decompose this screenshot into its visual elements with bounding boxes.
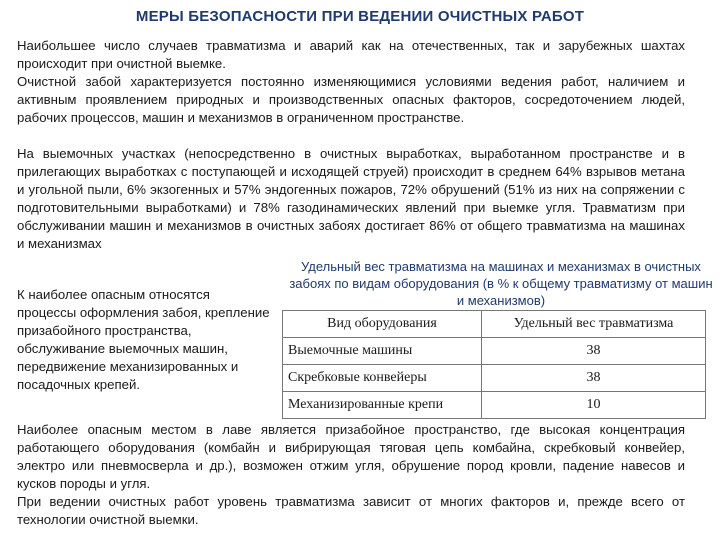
intro-paragraph-2: Очистной забой характеризуется постоянно изменяющимися условиями ведения работ, наличием и активным проявлением природных и производственных опасных факторов, сосредоточением людей, рабочих процессов, машин и механизмов в ограниченном пространстве. [17, 74, 685, 125]
share-cell: 10 [482, 392, 706, 419]
dangerous-processes-text: К наиболее опасным относятся процессы оформления забоя, крепление призабойного пространства, обслуживание выемочных машин, передвижение механизированных и посадочных крепей. [17, 287, 270, 392]
table-row [283, 392, 706, 419]
intro-paragraph-1: Наибольшее число случаев травматизма и аварий как на отечественных, так и зарубежных шахтах происходит при очистной выемке. [17, 38, 685, 71]
column-header-share: Удельный вес травматизма [482, 311, 706, 338]
bottom-paragraph-1: Наиболее опасным местом в лаве является призабойное пространство, где высокая концентрация работающего оборудования (комбайн и вибрирующая тяговая цепь комбайна, скребковый конвейер, электро или пневмосверла и др.), возможен отжим угля, обрушение пород кровли, падение навесов и кусков породы и угля. [17, 422, 685, 491]
equipment-cell: Скребковые конвейеры [283, 365, 482, 392]
share-cell: 38 [482, 338, 706, 365]
page-title: МЕРЫ БЕЗОПАСНОСТИ ПРИ ВЕДЕНИИ ОЧИСТНЫХ РАБОТ [135, 8, 585, 25]
table-row [283, 365, 706, 392]
share-cell: 38 [482, 365, 706, 392]
bottom-paragraph-2: При ведении очистных работ уровень травматизма зависит от многих факторов и, прежде всего от технологии очистной выемки. [17, 494, 685, 527]
column-header-equipment: Вид оборудования [283, 311, 482, 338]
injury-table [282, 310, 706, 419]
table-header-row [283, 311, 706, 338]
table-caption: Удельный вес травматизма на машинах и механизмах в очистных забоях по видам оборудования (в % к общему травматизму от машин и механизмов) [289, 259, 713, 308]
equipment-cell: Механизированные крепи [283, 392, 482, 419]
table-row [283, 338, 706, 365]
intro-paragraph-3: На выемочных участках (непосредственно в очистных выработках, выработанном пространстве и в прилегающих выработках с поступающей и исходящей струей) происходит в среднем 64% взрывов метана и угольной пыли, 6% экзогенных и 57% эндогенных пожаров, 72% обрушений (51% из них на сопряжении с подготовительными выработками) и 78% газодинамических явлений при выемке угля. Травматизм при обслуживании машин и механизмов в очистных забоях достигает 86% от общего травматизма на машинах и механизмах [17, 146, 685, 251]
equipment-cell: Выемочные машины [283, 338, 482, 365]
